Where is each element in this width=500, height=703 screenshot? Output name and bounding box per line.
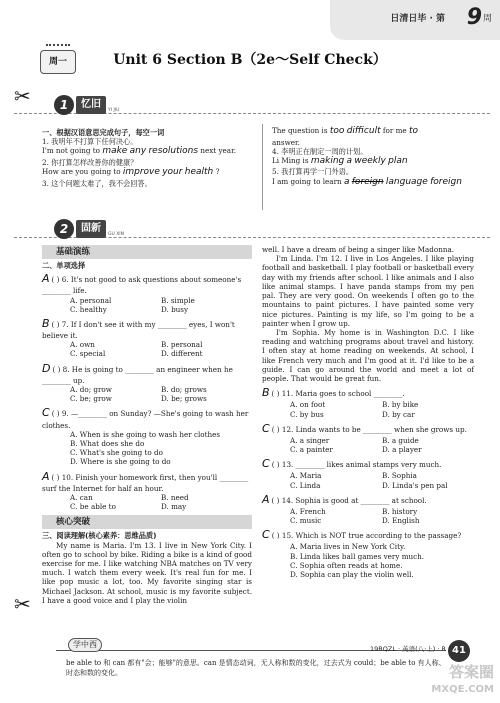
q3-chinese: 3. 这个问题太难了，我不会回答。	[42, 178, 152, 188]
q1-chinese: 1. 我明年不打算下任何决心。	[42, 137, 138, 147]
q5-english: I am going to learn a foreign language foreign	[272, 176, 462, 187]
q10-answer: A	[42, 469, 50, 483]
q3-answer-3: to	[408, 126, 419, 136]
q4-answer-1: making	[310, 155, 345, 166]
grammar-note: be able to 和 can 都有"会；能够"的意思。can 是情态动词，无人称和数的变化，过去式为 could；be able to 有人称、时态和数的变化。	[66, 659, 446, 678]
q13-answer: C	[262, 457, 270, 471]
divider	[262, 124, 263, 210]
section-number: 1	[54, 95, 74, 115]
practice-left	[42, 245, 252, 605]
q9-answer: C	[42, 406, 50, 420]
q12-answer: C	[262, 421, 270, 435]
q2-answer-3: health	[184, 167, 214, 178]
question-11: B ( ) 11. Maria goes to school ________. A. on foot B. by bike C. by bus D. by car	[262, 386, 419, 419]
q1-answer-1: make	[102, 146, 128, 157]
q2-english: How are you going to improve your health ?	[42, 167, 220, 178]
q3-answer-2: difficult	[346, 126, 381, 136]
instruction: 一、根据汉语意思完成句子，每空一词	[42, 128, 165, 137]
q1-answer-2: any	[129, 146, 147, 157]
header-tag: 日清日毕 · 第	[390, 14, 445, 24]
question-9: C ( ) 9. —________ on Sunday? —She's going to wash her clothes. A. When is she going to wash her clothes B. What does she do C. What's she going to do D. Where is she going to do	[42, 406, 249, 467]
basic-sub: 二、单项选择	[42, 261, 86, 270]
question-7: B ( ) 7. If I don't see it with my ________ eyes, I won't believe it. A. own B. personal C. special D. different	[42, 316, 235, 359]
q7-answer: B	[42, 316, 50, 330]
book-code: 19RQZL · 英语(八·上) · R	[370, 645, 447, 653]
weekday-label: 周一	[40, 50, 76, 74]
passage-maria-end: well. I have a dream of being a singer like Madonna.	[262, 245, 455, 254]
question-14: A ( ) 14. Sophia is good at ________ at school. A. French B. history C. music D. English	[262, 492, 427, 526]
review-left	[42, 128, 254, 188]
q3-english-end: answer.	[272, 137, 300, 147]
q3-answer-1: too	[329, 126, 345, 136]
q4-answer-4: plan	[388, 155, 408, 166]
practice-right	[262, 245, 474, 579]
q15-answer: C	[262, 528, 270, 542]
q14-answer: A	[262, 492, 270, 506]
passage-maria: My name is Maria. I'm 13. I live in New York City. I often go to school by bike. Riding a bike is a kind of good exercise for me. I like watching NBA matches on TV very much. I watch them every week. It's real fun for me. I like pop music a lot, too. My favorite singing star is Michael Jackson. At school, music is my favorite subject. I have a good voice and I play the violin	[42, 540, 252, 605]
passage-linda: I'm Linda. I'm 12. I live in Los Angeles. I like playing football and basketball. I play football or basketball every day with my friends after school. I like animals and I also like animal stamps. I have panda stamps from my pen pal. They are very good. On weekends I often go to the mountains to paint pictures. I have painted some very nice pictures. Painting is my life, so I'm going to be a painter when I grow up.	[262, 254, 474, 328]
q11-answer: B	[262, 386, 270, 400]
q4-answer-2: a	[346, 155, 353, 166]
page-title: Unit 6 Section B（2e～Self Check）	[113, 52, 387, 68]
question-8: D ( ) 8. He is going to ________ an engineer when he ________ up. A. do; grow B. do; grows C. be; grow D. be; grows	[42, 361, 233, 404]
question-12: C ( ) 12. Linda wants to be ________ when she grows up. A. a singer B. a guide C. a painter D. a player	[262, 421, 467, 455]
section-pinyin: YI JIU	[108, 108, 120, 113]
question-10: A ( ) 10. Finish your homework first, then you'll ________ surf the Internet for half an hour. A. can B. need C. be able to D. may	[42, 469, 249, 512]
page-number: 41	[448, 640, 470, 662]
q5-answer-1: a	[343, 176, 350, 187]
q1-english: I'm not going to make any resolutions next year.	[42, 146, 236, 157]
q2-answer-1: improve	[122, 167, 160, 178]
section-number: 2	[54, 219, 74, 239]
footer-badge: 学中西	[68, 638, 102, 652]
section-pinyin: GU XIN	[108, 232, 124, 237]
question-15: C ( ) 15. Which is NOT true according to the passage? A. Maria lives in New York City. B. Linda likes ball games very much. C. Sophia often reads at home. D. Sophia can play the violin well.	[262, 528, 462, 580]
basic-practice-bar: 基础演练	[42, 245, 252, 259]
q4-english: Li Ming is making a weekly plan	[272, 155, 408, 166]
q8-answer: D	[42, 361, 51, 375]
week-unit: 周	[482, 14, 492, 24]
scissors-icon: ✂	[14, 592, 31, 616]
core-sub: 三、阅读理解(核心素养：思维品质)	[42, 531, 157, 541]
q5-answer-4: foreign	[430, 176, 462, 187]
watermark: 答案圈 MXQE.COM	[431, 663, 494, 695]
q4-answer-3: weekly	[354, 155, 386, 166]
scissors-icon: ✂	[14, 84, 31, 108]
q3-english: The question is too difficult for me to	[272, 126, 419, 136]
review-right	[272, 126, 492, 188]
q4-chinese: 4. 李明正在制定一周的计划。	[272, 146, 368, 156]
q5-chinese: 5. 我打算再学一门外语。	[272, 167, 354, 177]
core-breakthrough-bar: 核心突破	[42, 515, 252, 529]
week-number: 9	[466, 5, 482, 30]
passage-sophia: I'm Sophia. My home is in Washington D.C. I like reading and watching programs about travel and history. I often stay at home reading on weekends. At school, I like French very much and I'm good at it. I'd like to be a guide. I can go around the world and meet a lot of people. That would be great fun.	[262, 327, 474, 384]
q2-answer-2: your	[162, 167, 183, 178]
q2-chinese: 2. 你打算怎样改善你的健康？	[42, 157, 138, 167]
q5-answer-2: foreign	[351, 176, 384, 187]
q6-answer: A	[42, 272, 50, 286]
section-tag: 固新	[76, 220, 106, 238]
q5-answer-3: language	[385, 176, 428, 187]
question-13: C ( ) 13. ________ likes animal stamps very much. A. Maria B. Sophia C. Linda D. Linda's pen pal	[262, 457, 448, 490]
question-6: A ( ) 6. It's not good to ask questions about someone's ________ life. A. personal B. simple C. healthy D. busy	[42, 272, 242, 314]
q1-answer-3: resolutions	[148, 146, 199, 157]
section-tag: 忆旧	[76, 96, 106, 114]
